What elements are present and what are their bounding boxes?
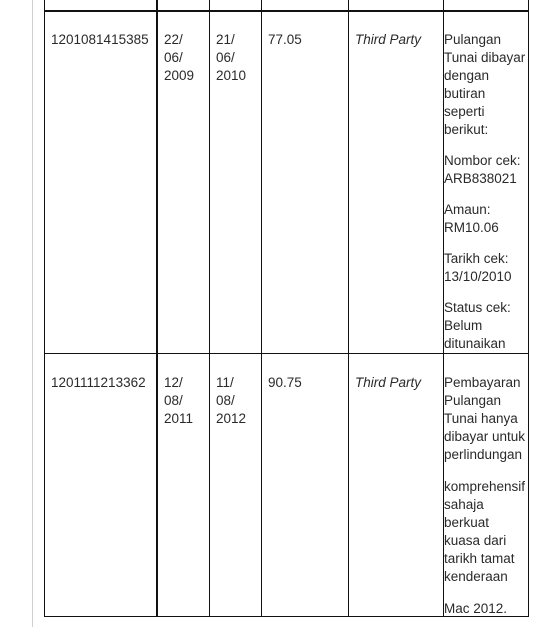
remarks-line: Status cek: Belum ditunaikan — [444, 300, 511, 351]
table-row — [44, 353, 529, 617]
end-date-cell: 11/ 08/ 2012 — [209, 353, 262, 617]
remarks-line: Nombor cek: ARB838021 — [444, 153, 521, 186]
page-left-border — [32, 0, 33, 627]
policy-number-cell: 1201111213362 — [44, 353, 157, 617]
table-row — [44, 10, 529, 354]
policy-number-cell: 1201081415385 — [44, 10, 157, 354]
remarks-line: Amaun: RM10.06 — [444, 202, 499, 235]
coverage-type-cell: Third Party — [348, 353, 444, 617]
remarks-line: komprehensif sahaja berkuat kuasa dari tarikh tamat kenderaan — [444, 479, 526, 584]
remarks-cell — [443, 353, 529, 617]
remarks-line: Pulangan Tunai dibayar dengan butiran seperti berikut: — [444, 32, 526, 137]
remarks-line: Mac 2012. — [444, 601, 508, 616]
start-date-cell: 12/ 08/ 2011 — [157, 353, 210, 617]
coverage-type-cell: Third Party — [348, 10, 444, 354]
amount-cell: 90.75 — [261, 353, 349, 617]
remarks-cell — [443, 10, 529, 354]
amount-cell: 77.05 — [261, 10, 349, 354]
end-date-cell: 21/ 06/ 2010 — [209, 10, 262, 354]
remarks-line: Tarikh cek: 13/10/2010 — [444, 251, 512, 284]
start-date-cell: 22/ 06/ 2009 — [157, 10, 210, 354]
remarks-line: Pembayaran Pulangan Tunai hanya dibayar untuk perlindungan — [444, 375, 526, 462]
